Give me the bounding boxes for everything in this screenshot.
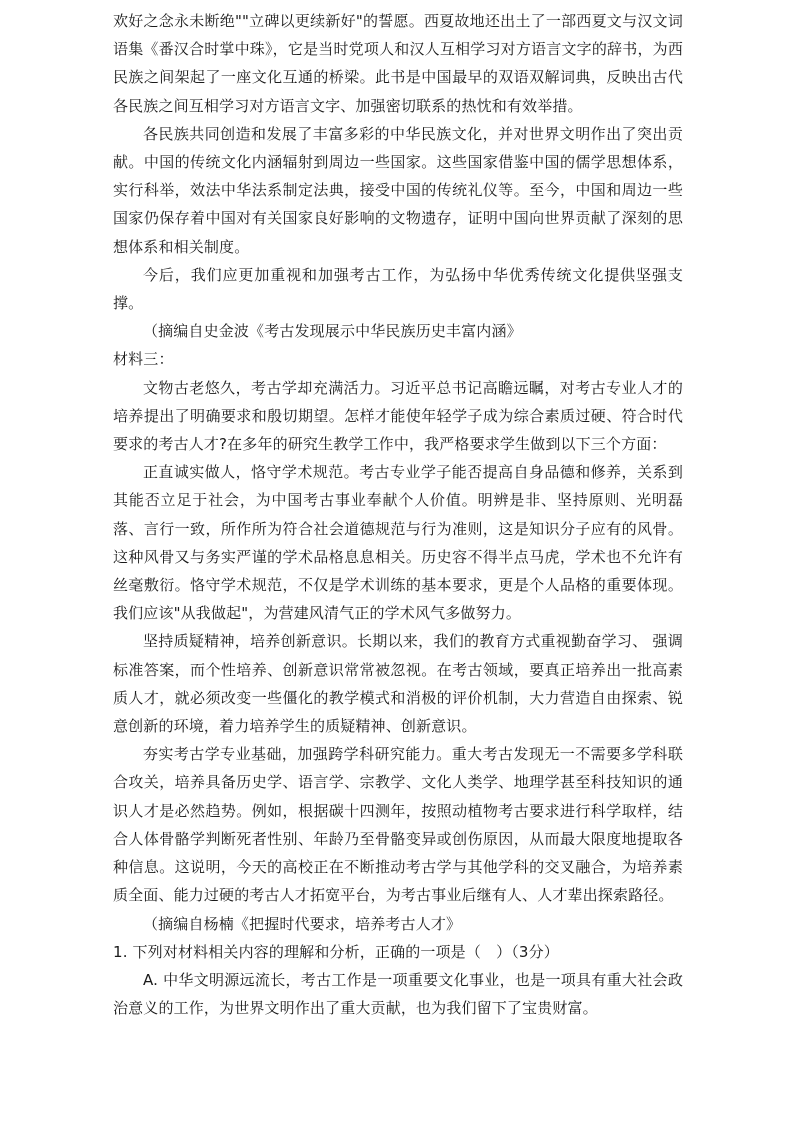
paragraph-integrity: 正直诚实做人，恪守学术规范。考古专业学子能否提高自身品德和修养，关系到其能否立足于社会，为中国考古事业奉献个人价值。明辨是非、坚持原则、光明磊落、言行一致，所作所为符合社会道德规范与行为准则，这是知识分子应有的风骨。这种风骨又与务实严谨的学术品格息息相关。历史容不得半点马虎，学术也不允许有丝毫敷衍。恪守学术规范，不仅是学术训练的基本要求，更是个人品格的重要体现。我们应该"从我做起"，为营建风清气正的学术风气多做努力。 bbox=[113, 463, 683, 623]
section-heading-material-three: 材料三： bbox=[113, 350, 174, 369]
paragraph-archaeology-intro: 文物古老悠久，考古学却充满活力。习近平总书记高瞻远瞩，对考古专业人才的培养提出了明确要求和殷切期望。怎样才能使年轻学子成为综合素质过硬、符合时代要求的考古人才?在多年的研究生教学工作中，我严格要求学生做到以下三个方面： bbox=[113, 378, 683, 454]
paragraph-interdisciplinary: 夯实考古学专业基础，加强跨学科研究能力。重大考古发现无一不需要多学科联合攻关，培养具备历史学、语言学、宗教学、文化人类学、地理学甚至科技知识的通识人才是必然趋势。例如，根据碳十四测年，按照动植物考古要求进行科学取样，结合人体骨骼学判断死者性别、年龄乃至骨骼变异或创伤原因，从而最大限度地提取各种信息。这说明，今天的高校正在不断推动考古学与其他学科的交叉融合，为培养素质全面、能力过硬的考古人才拓宽平台，为考古事业后继有人、人才辈出探索路径。 bbox=[113, 745, 683, 905]
paragraph-continuation: 欢好之念永未断绝""立碑以更续新好"的誓愿。西夏故地还出土了一部西夏文与汉文词语集《番汉合时掌中珠》，它是当时党项人和汉人互相学习对方语言文字的辞书，为西民族之间架起了一座文化互通的桥梁。此书是中国最早的双语双解词典，反映出古代各民族之间互相学习对方语言文字、加强密切联系的热忱和有效举措。 bbox=[113, 12, 683, 115]
question-one-option-a: A. 中华文明源远流长，考古工作是一项重要文化事业，也是一项具有重大社会政治意义的工作，为世界文明作出了重大贡献，也为我们留下了宝贵财富。 bbox=[113, 970, 683, 1018]
document-body bbox=[113, 7, 683, 1022]
paragraph-future-work: 今后，我们应更加重视和加强考古工作，为弘扬中华优秀传统文化提供坚强支撑。 bbox=[113, 265, 683, 313]
source-note-shi-jinbo: （摘编自史金波《考古发现展示中华民族历史丰富内涵》 bbox=[143, 322, 522, 341]
paragraph-innovation: 坚持质疑精神，培养创新意识。长期以来，我们的教育方式重视勤奋学习、 强调标准答案，而个性培养、创新意识常常被忽视。在考古领域，要真正培养出一批高素质人才，就必须改变一些僵化的教学模式和消极的评价机制，大力营造自由探索、锐意创新的环境，着力培养学生的质疑精神、创新意识。 bbox=[113, 632, 683, 736]
question-one-stem: 1. 下列对材料相关内容的理解和分析，正确的一项是（ ）（3分） bbox=[113, 942, 559, 961]
paragraph-cultural-contribution: 各民族共同创造和发展了丰富多彩的中华民族文化，并对世界文明作出了突出贡献。中国的传统文化内涵辐射到周边一些国家。这些国家借鉴中国的儒学思想体系，实行科举，效法中华法系制定法典，接受中国的传统礼仪等。至今，中国和周边一些国家仍保存着中国对有关国家良好影响的文物遗存，证明中国向世界贡献了深刻的思想体系和相关制度。 bbox=[113, 124, 683, 256]
source-note-yang-nan: （摘编自杨楠《把握时代要求，培养考古人才》 bbox=[143, 914, 462, 933]
